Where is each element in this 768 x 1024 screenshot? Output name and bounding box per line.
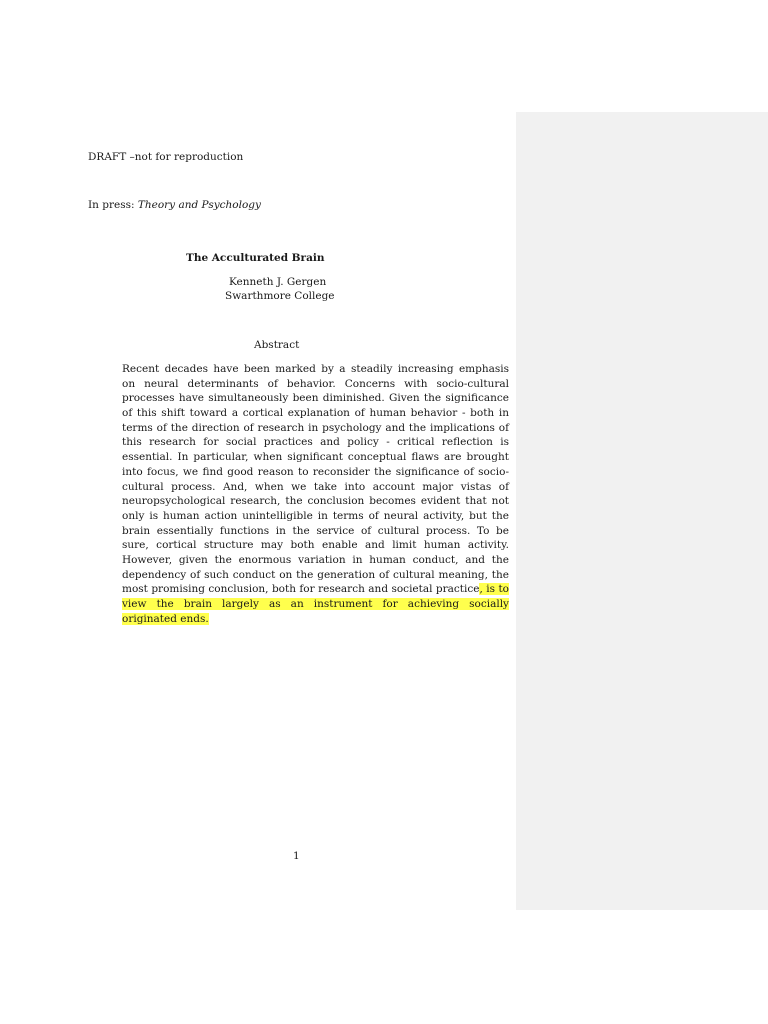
abstract-body <box>122 362 509 626</box>
author-name: Kenneth J. Gergen <box>229 276 327 288</box>
abstract-line: sure, cortical structure may both enable and limit human activity. <box>122 539 509 552</box>
abstract-line: dependency of such conduct on the generation of cultural meaning, the <box>122 568 509 581</box>
abstract-line <box>122 597 509 612</box>
abstract-line: of this shift toward a cortical explanation of human behavior - both in <box>122 407 509 420</box>
abstract-line: processes have simultaneously been diminished. Given the significance <box>122 392 509 405</box>
comment-pane <box>516 112 768 910</box>
abstract-line: terms of the direction of research in psychology and the implications of <box>122 421 509 434</box>
abstract-line: into focus, we find good reason to reconsider the significance of socio- <box>122 465 509 478</box>
abstract-line <box>122 612 509 627</box>
abstract-line: on neural determinants of behavior. Concerns with socio-cultural <box>122 377 509 390</box>
abstract-line <box>122 582 509 597</box>
abstract-line: only is human action unintelligible in terms of neural activity, but the <box>122 509 509 522</box>
highlighted-text[interactable]: , is to <box>479 583 509 596</box>
abstract-line: this research for social practices and policy - critical reflection is <box>122 436 509 449</box>
abstract-text: most promising conclusion, both for research and societal practice <box>122 583 480 596</box>
press-journal: Theory and Psychology <box>137 199 261 211</box>
abstract-line: neuropsychological research, the conclusion becomes evident that not <box>122 495 509 508</box>
abstract-line: brain essentially functions in the service of cultural process. To be <box>122 524 509 537</box>
abstract-line: Recent decades have been marked by a steadily increasing emphasis <box>122 363 509 375</box>
highlighted-text[interactable]: view the brain largely as an instrument for achieving socially <box>122 598 509 610</box>
abstract-line: However, given the enormous variation in human conduct, and the <box>122 553 509 566</box>
abstract-line: cultural process. And, when we take into account major vistas of <box>122 480 509 493</box>
press-line <box>88 198 261 212</box>
draft-note: DRAFT –not for reproduction <box>88 151 244 163</box>
paper-title: The Acculturated Brain <box>186 252 325 264</box>
highlighted-text[interactable]: originated ends. <box>122 612 209 625</box>
press-prefix: In press: <box>88 199 138 211</box>
abstract-heading: Abstract <box>254 339 300 351</box>
abstract-line: essential. In particular, when significant conceptual flaws are brought <box>122 451 509 464</box>
page-number: 1 <box>293 850 300 862</box>
author-affiliation: Swarthmore College <box>225 290 335 302</box>
